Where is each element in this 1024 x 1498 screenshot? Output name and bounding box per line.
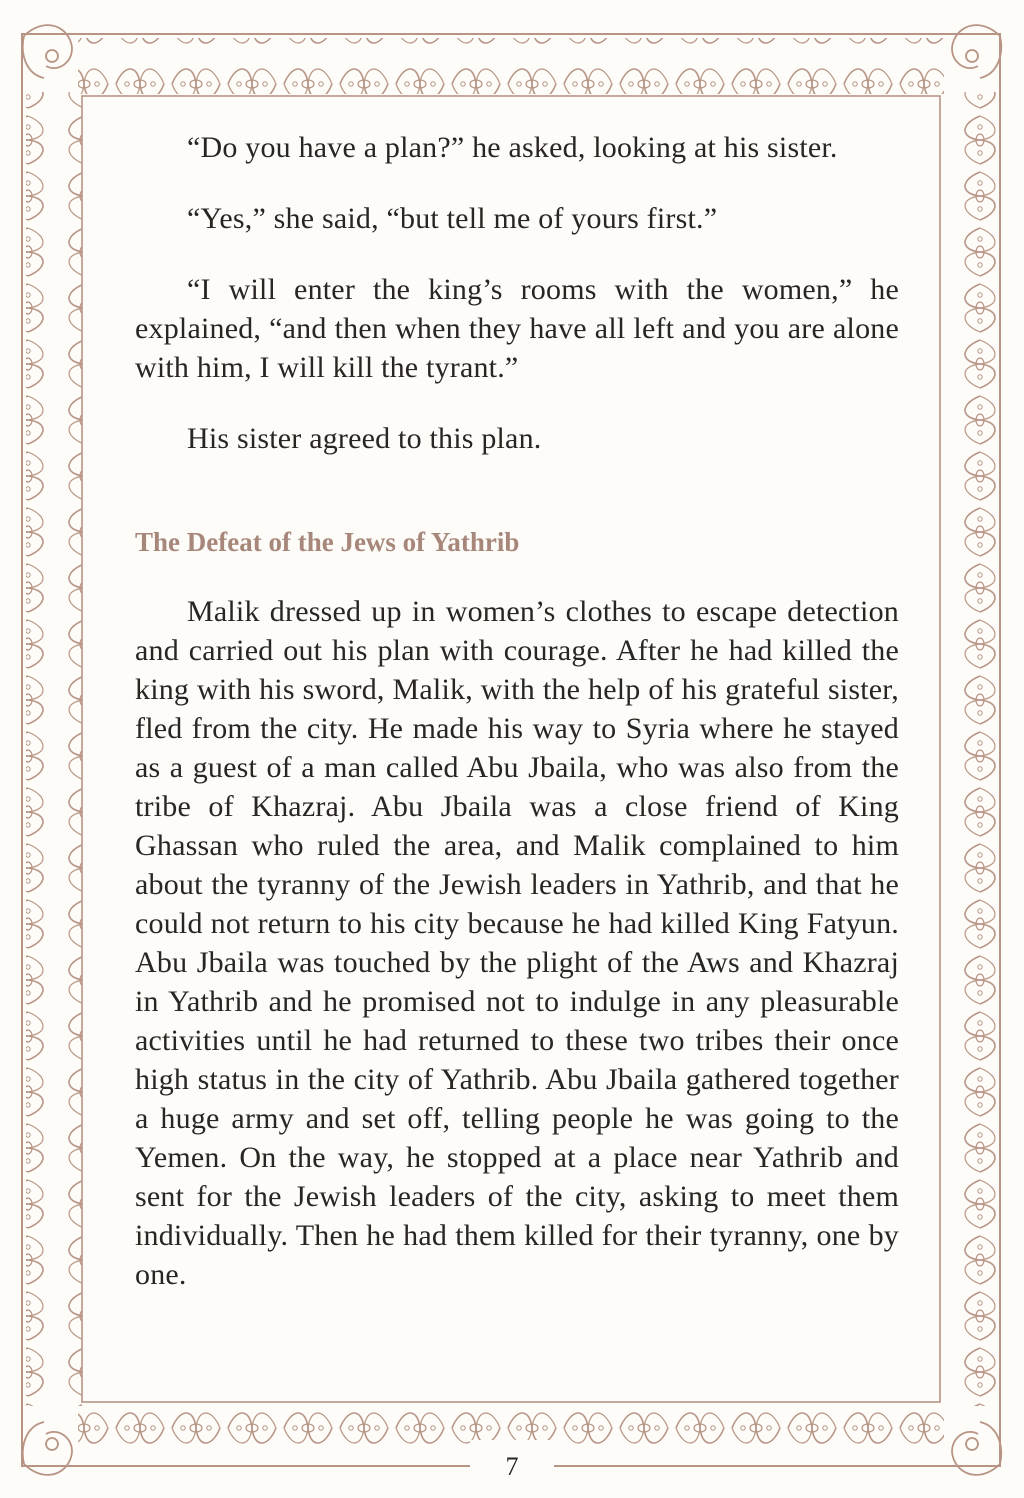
right-ornament-band (942, 92, 998, 1406)
paragraph-sister-agrees: His sister agreed to this plan. (187, 422, 542, 455)
top-ornament-band (78, 38, 944, 94)
section-heading: The Defeat of the Jews of Yathrib (135, 527, 520, 557)
paragraph-defeat-story: Malik dressed up in women’s clothes to escape detection and carried out his plan with courage. After he had killed the king with his sword, Malik, with the help of his grateful sister, fled from the city. He made his way to Syria where he stayed as a guest of a man called Abu Jbaila, who was also from the tribe of Khazraj. Abu Jbaila was a close friend of King Ghassan who ruled the area, and Malik complained to him about the tyranny of the Jewish leaders in Yathrib, and that he could not return to his city because he had killed King Fatyun. Abu Jbaila was touched by the plight of the Aws and Khazraj in Yathrib and he promised not to indulge in any pleasurable activities until he had returned to these two tribes their once high status in the city of Yathrib. Abu Jbaila gathered together a huge army and set off, telling people he was going to the Yemen. On the way, he stopped at a place near Yathrib and sent for the Jewish leaders of the city, asking to meet them individually. Then he had them killed for their tyranny, one by one. (135, 595, 899, 1291)
page-number: 7 (505, 1452, 519, 1481)
paragraph-plan-question: “Do you have a plan?” he asked, looking at his sister. (187, 131, 838, 164)
paragraph-sister-reply: “Yes,” she said, “but tell me of yours first.” (187, 202, 718, 235)
paragraph-malik-plan: “I will enter the king’s rooms with the women,” he explained, “and then when they have all left and you are alone with him, I will kill the tyrant.” (135, 273, 899, 384)
left-ornament-band (26, 92, 82, 1406)
text-column (135, 128, 899, 1294)
